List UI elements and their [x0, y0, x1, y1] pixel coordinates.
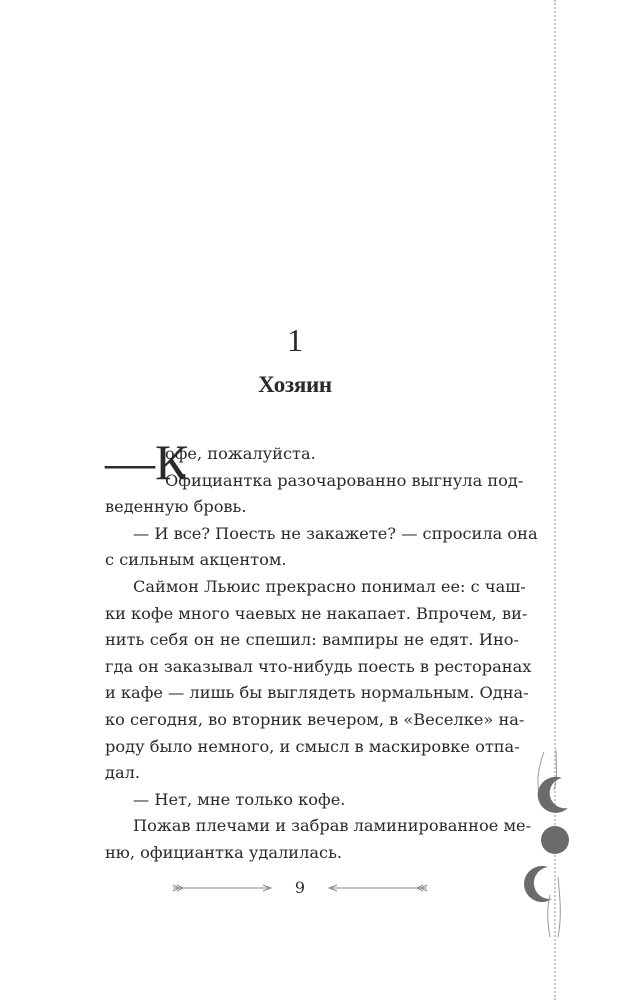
arrow-ornament-left-icon [171, 883, 281, 893]
text-line: — И все? Поесть не закажете? — спросила она [133, 523, 538, 543]
text-line: — Нет, мне только кофе. [133, 789, 346, 809]
body-text [105, 441, 538, 867]
arrow-ornament-right-icon [319, 883, 429, 893]
page-footer [165, 878, 435, 897]
text-line: дал. [105, 763, 141, 783]
text-line: ню, официантка удалилась. [105, 842, 343, 862]
full-moon-icon [522, 822, 588, 858]
text-line: ко сегодня, во вторник вечером, в «Веселке» на- [105, 709, 525, 729]
text-line: с сильным акцентом. [105, 550, 287, 570]
chapter-title: Хозяин [258, 372, 332, 397]
page-number: 9 [294, 878, 306, 897]
hand-crescent-moon-icon [522, 748, 588, 818]
text-line: и кафе — лишь бы выглядеть нормальным. Одна- [105, 683, 529, 703]
text-line: Официантка разочарованно выгнула под- [165, 470, 524, 490]
chapter-number: 1 [287, 322, 303, 358]
drop-cap: —К [105, 434, 189, 490]
text-line: роду было немного, и смысл в маскировке отпа- [105, 736, 520, 756]
text-line: гда он заказывал что-нибудь поесть в ресторанах [105, 656, 532, 676]
text-line: веденную бровь. [105, 497, 247, 517]
text-line: нить себя он не спешил: вампиры не едят. Ино- [105, 630, 519, 650]
text-line: Пожав плечами и забрав ламинированное ме- [133, 816, 532, 836]
text-line: Саймон Льюис прекрасно понимал ее: с чаш- [133, 576, 526, 596]
text-line: ки кофе много чаевых не накапает. Впрочем, ви- [105, 603, 528, 623]
hand-crescent-moon-icon [522, 865, 588, 940]
text-line: офе, пожалуйста. [165, 444, 316, 463]
